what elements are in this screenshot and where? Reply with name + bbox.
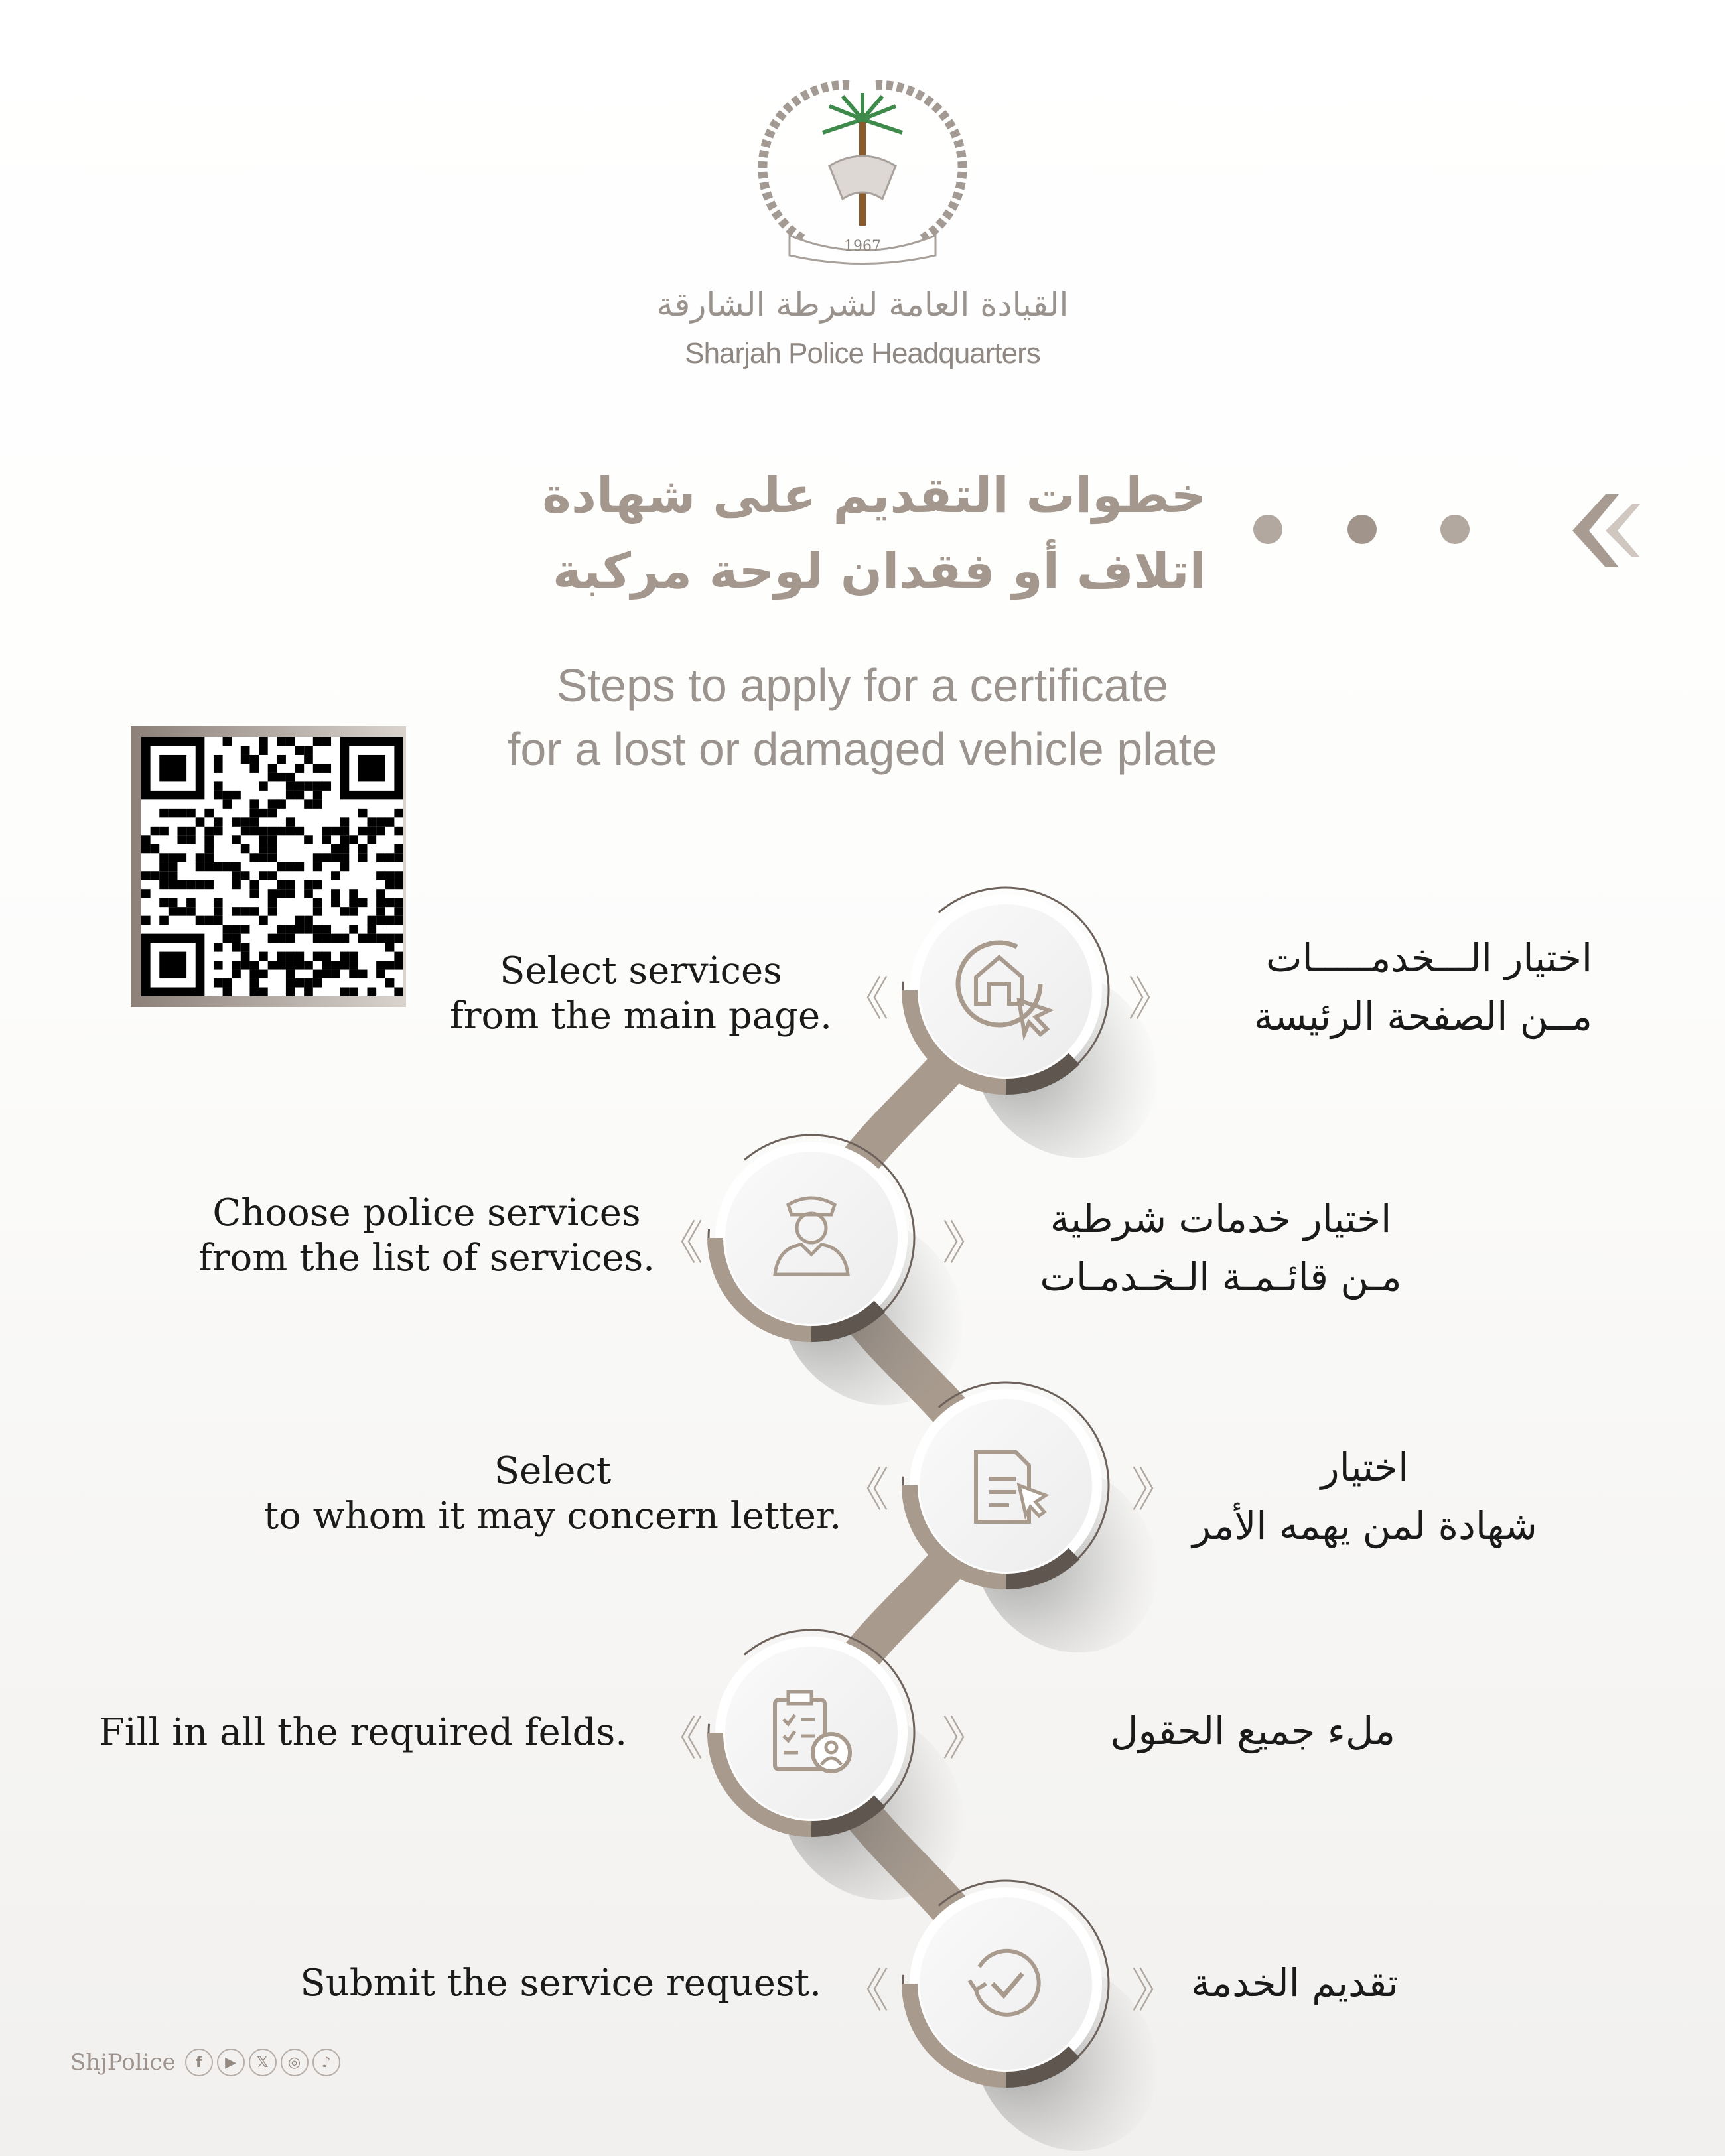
chevron-left-icon: 《 [843, 1463, 889, 1517]
step-4-arabic: ملء جميع الحقول [1110, 1708, 1395, 1753]
tiktok-icon[interactable]: ♪ [312, 2049, 340, 2076]
step-3-english: Select to whom it may concern letter. [263, 1449, 842, 1538]
step-1-english: Select services from the main page. [450, 949, 832, 1038]
title-english-line-1: Steps to apply for a certificate [556, 659, 1169, 711]
logo-year: 1967 [844, 238, 881, 255]
step-1-arabic: اختيار الـــخدمـــــات مــن الصفحة الرئيسة [1253, 935, 1592, 1039]
x-twitter-icon[interactable]: 𝕏 [249, 2049, 277, 2076]
youtube-icon[interactable]: ▶ [217, 2049, 245, 2076]
step-5-arabic: تقديم الخدمة [1191, 1960, 1399, 2005]
step-2-english: Choose police services from the list of services. [198, 1191, 655, 1280]
chevron-left-icon: 《 [843, 1964, 889, 2018]
facebook-icon[interactable]: f [185, 2049, 213, 2076]
chevron-right-icon: 》 [1131, 1463, 1178, 1517]
footer-social [70, 2049, 340, 2076]
chevron-left-icon: 《 [843, 972, 889, 1026]
footer-handle: ShjPolice [70, 2049, 176, 2076]
step-1-circle [903, 888, 1196, 1195]
chevron-right-icon: 》 [1131, 1964, 1178, 2018]
step-2-arabic: اختيار خدمات شرطية مـن قائـمـة الـخـدمـات [1040, 1196, 1402, 1300]
title-arabic-line-1: خطوات التقديم على شهادة [542, 467, 1206, 524]
chevron-left-icon: 《 [657, 1712, 703, 1766]
chevron-left-icon: 《 [657, 1216, 703, 1270]
step-4-english: Fill in all the required felds. [98, 1711, 627, 1754]
step-3-circle [903, 1382, 1196, 1690]
step-5-english: Submit the service request. [300, 1962, 821, 2005]
logo-arabic-name: القيادة العامة لشرطة الشارقة [656, 285, 1069, 324]
chevron-right-icon: 》 [1128, 972, 1174, 1026]
chevron-right-icon: 》 [942, 1712, 989, 1766]
logo-english-name: Sharjah Police Headquarters [685, 337, 1040, 370]
title-english-line-2: for a lost or damaged vehicle plate [507, 723, 1218, 775]
chevron-right-icon: 》 [942, 1216, 989, 1270]
step-3-arabic: اختيار شهادة لمن يهمه الأمر [1192, 1445, 1537, 1548]
title-arabic-line-2: اتلاف أو فقدان لوحة مركبة [552, 543, 1206, 600]
instagram-icon[interactable]: ◎ [281, 2049, 309, 2076]
